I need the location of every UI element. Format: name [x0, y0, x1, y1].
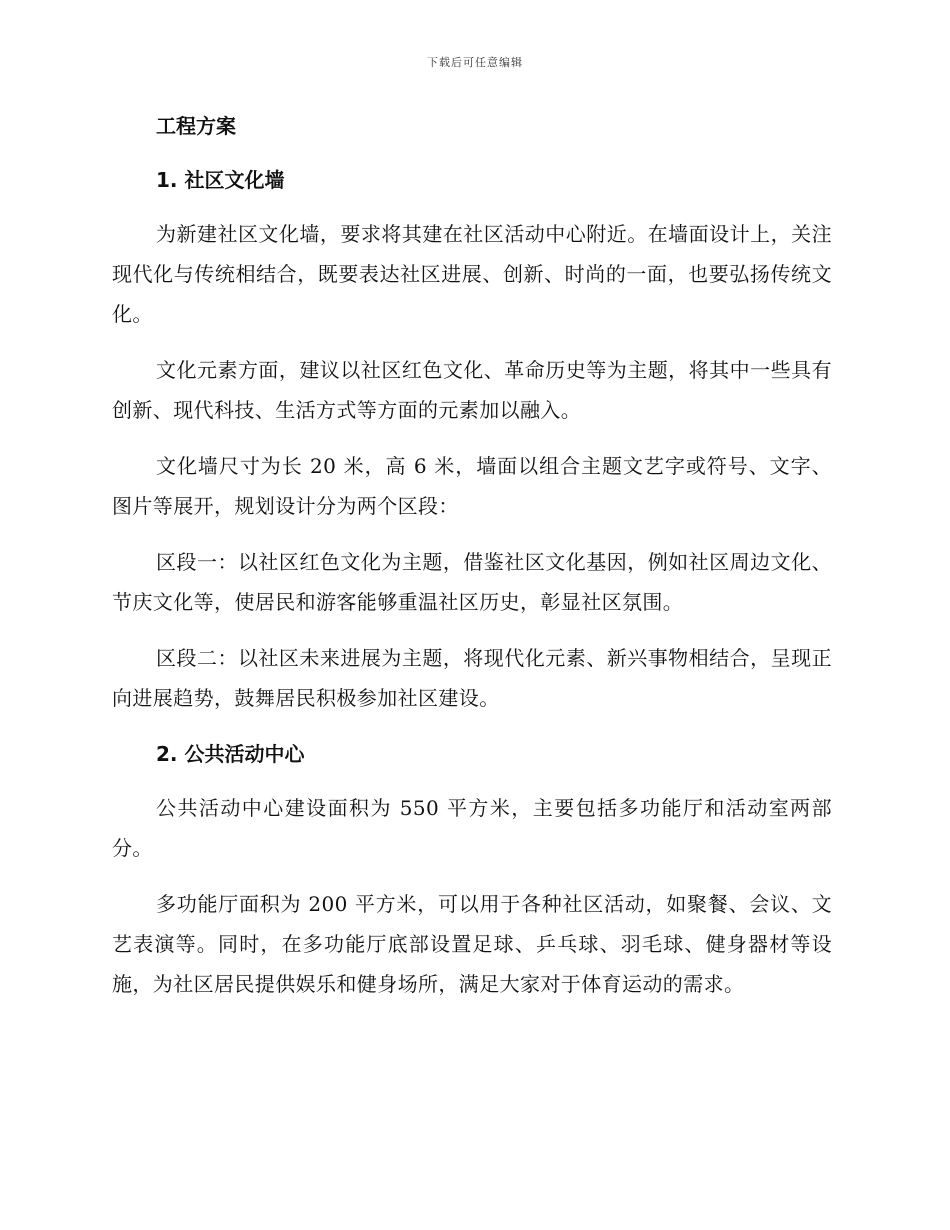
paragraph: 区段一：以社区红色文化为主题，借鉴社区文化基因，例如社区周边文化、节庆文化等，使居民和游客能够重温社区历史，彰显社区氛围。 [112, 550, 832, 614]
document-body [112, 108, 832, 1004]
paragraph: 文化元素方面，建议以社区红色文化、革命历史等为主题，将其中一些具有创新、现代科技、生活方式等方面的元素加以融入。 [112, 358, 832, 422]
paragraph: 多功能厅面积为 200 平方米，可以用于各种社区活动，如聚餐、会议、文艺表演等。同时，在多功能厅底部设置足球、乒乓球、羽毛球、健身器材等设施，为社区居民提供娱乐和健身场所，满足大家对于体育运动的需求。 [112, 892, 832, 996]
paragraph: 区段二：以社区未来进展为主题，将现代化元素、新兴事物相结合，呈现正向进展趋势，鼓舞居民积极参加社区建设。 [112, 646, 832, 710]
paragraph: 为新建社区文化墙，要求将其建在社区活动中心附近。在墙面设计上，关注现代化与传统相结合，既要表达社区进展、创新、时尚的一面，也要弘扬传统文化。 [112, 222, 832, 326]
section-heading-culture-wall: 1. 社区文化墙 [156, 168, 285, 192]
header-note: 下载后可任意编辑 [427, 56, 523, 69]
section-heading-activity-center: 2. 公共活动中心 [156, 742, 305, 766]
paragraph: 公共活动中心建设面积为 550 平方米，主要包括多功能厅和活动室两部分。 [112, 796, 832, 860]
document-title: 工程方案 [156, 114, 236, 138]
paragraph: 文化墙尺寸为长 20 米，高 6 米，墙面以组合主题文艺字或符号、文字、图片等展开，规划设计分为两个区段： [112, 454, 832, 518]
